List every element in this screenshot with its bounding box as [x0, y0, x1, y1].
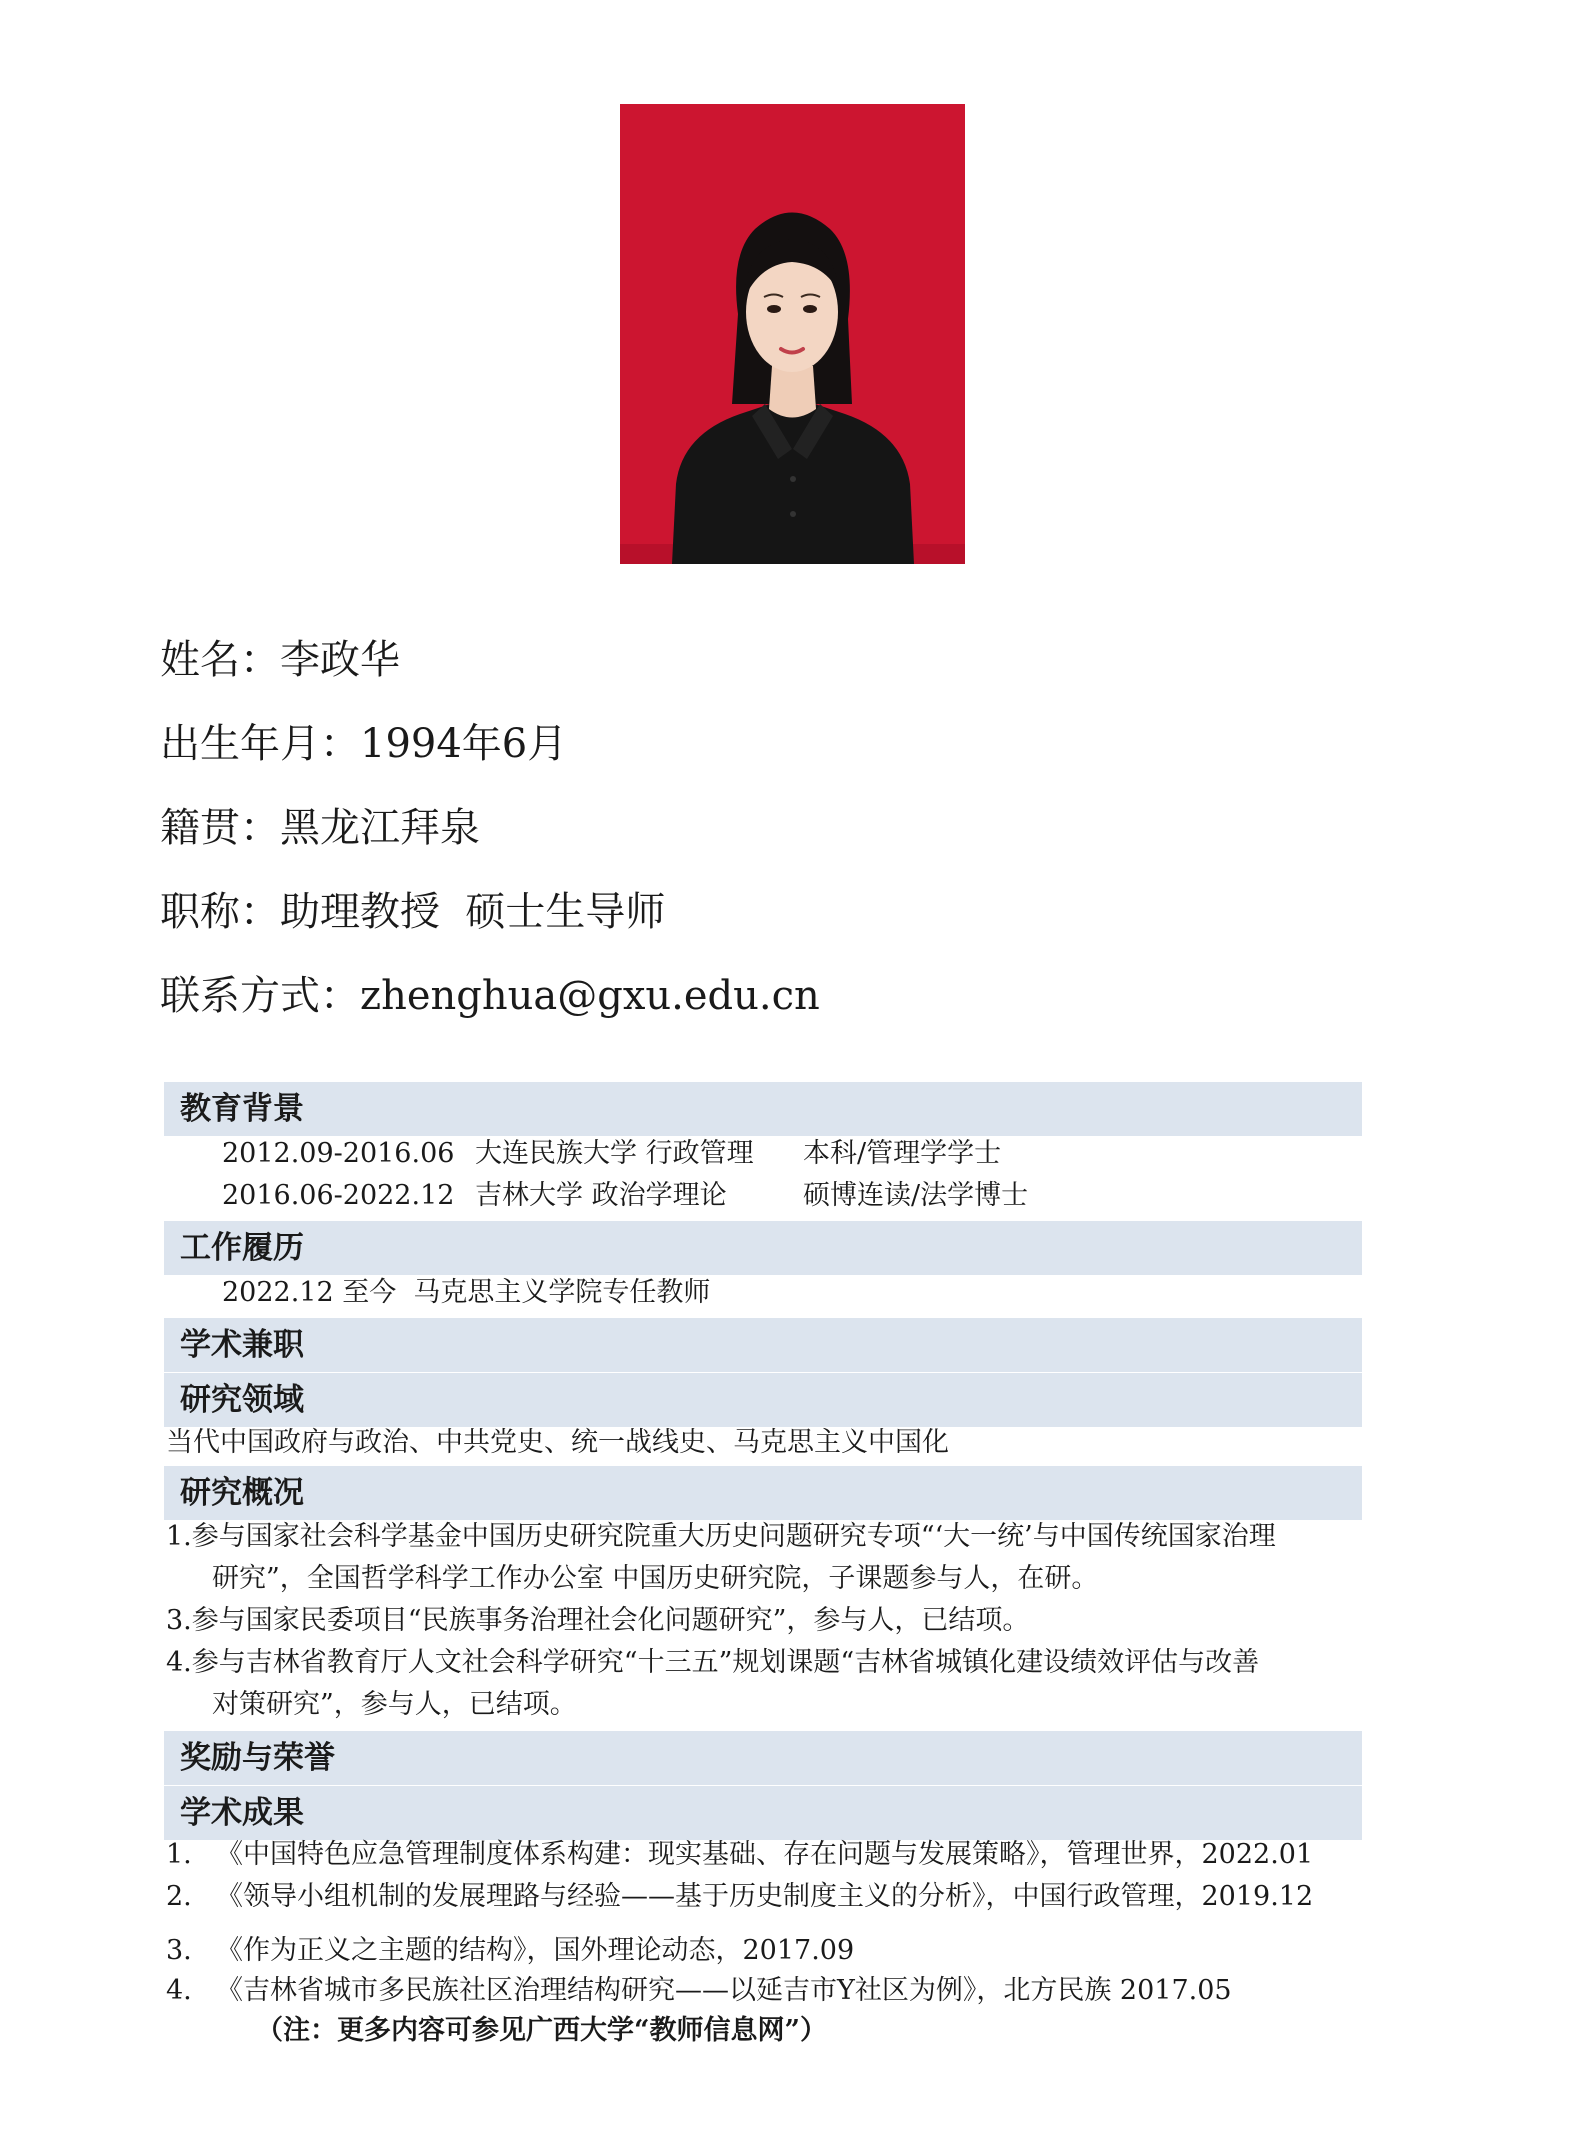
- contact-label: 联系方式：: [160, 973, 360, 1019]
- publication-text: 《领导小组机制的发展理路与经验——基于历史制度主义的分析》，中国行政管理，2019.12: [216, 1881, 1314, 1912]
- publication-text: 《中国特色应急管理制度体系构建：现实基础、存在问题与发展策略》，管理世界，2022.01: [216, 1839, 1314, 1870]
- publication-number: 1.: [166, 1839, 192, 1870]
- publication-item: [166, 1878, 1313, 1916]
- origin-line: [160, 804, 480, 852]
- overview-item-line: 4.参与吉林省教育厅人文社会科学研究“十三五”规划课题“吉林省城镇化建设绩效评估与改善: [166, 1647, 1260, 1678]
- education-row: [222, 1177, 727, 1215]
- work-item: 2022.12 至今 马克思主义学院专任教师: [222, 1277, 711, 1308]
- footer-note: （注：更多内容可参见广西大学“教师信息网”）: [256, 2015, 828, 2046]
- section-work: 工作履历: [164, 1221, 1362, 1275]
- section-research-overview: 研究概况: [164, 1466, 1362, 1520]
- education-period: 2016.06-2022.12: [222, 1180, 455, 1211]
- education-row: [222, 1135, 754, 1173]
- education-degree: 本科/管理学学士: [803, 1138, 1002, 1169]
- publication-number: 3.: [166, 1935, 192, 1966]
- section-academic-posts: 学术兼职: [164, 1318, 1362, 1372]
- origin-value: 黑龙江拜泉: [280, 805, 480, 851]
- publication-item: [166, 1972, 1232, 2010]
- section-awards: 奖励与荣誉: [164, 1731, 1362, 1785]
- birth-line: [160, 720, 567, 768]
- publication-text: 《吉林省城市多民族社区治理结构研究——以延吉市Y社区为例》，北方民族 2017.05: [216, 1975, 1232, 2006]
- overview-item-line: 1.参与国家社会科学基金中国历史研究院重大历史问题研究专项“‘大一统’与中国传统国家治理: [166, 1521, 1276, 1552]
- education-school: 大连民族大学 行政管理: [475, 1138, 754, 1169]
- publication-text: 《作为正义之主题的结构》，国外理论动态，2017.09: [216, 1935, 855, 1966]
- name-line: [160, 636, 400, 684]
- title-label: 职称：: [160, 889, 280, 935]
- overview-item-line: 对策研究”，参与人，已结项。: [212, 1689, 577, 1720]
- research-fields-text: 当代中国政府与政治、中共党史、统一战线史、马克思主义中国化: [166, 1427, 949, 1458]
- name-label: 姓名：: [160, 637, 280, 683]
- section-research-fields: 研究领域: [164, 1373, 1362, 1427]
- section-education: 教育背景: [164, 1082, 1362, 1136]
- publication-number: 2.: [166, 1881, 192, 1912]
- contact-line: [160, 972, 820, 1020]
- education-period: 2012.09-2016.06: [222, 1138, 455, 1169]
- publication-item: [166, 1932, 854, 1970]
- birth-value: 1994年6月: [360, 721, 568, 767]
- title-value: 助理教授 硕士生导师: [280, 889, 666, 935]
- education-degree: 硕博连读/法学博士: [803, 1180, 1029, 1211]
- contact-email[interactable]: zhenghua@gxu.edu.cn: [360, 973, 820, 1019]
- birth-label: 出生年月：: [160, 721, 360, 767]
- portrait-illustration: [620, 104, 965, 564]
- profile-photo: [620, 104, 965, 564]
- section-achievements: 学术成果: [164, 1786, 1362, 1840]
- education-school: 吉林大学 政治学理论: [475, 1180, 727, 1211]
- publication-number: 4.: [166, 1975, 192, 2006]
- name-value: 李政华: [280, 637, 400, 683]
- overview-item-line: 研究”，全国哲学科学工作办公室 中国历史研究院，子课题参与人，在研。: [212, 1563, 1099, 1594]
- overview-item-line: 3.参与国家民委项目“民族事务治理社会化问题研究”，参与人，已结项。: [166, 1605, 1030, 1636]
- title-line: [160, 888, 665, 936]
- publication-item: [166, 1836, 1313, 1874]
- origin-label: 籍贯：: [160, 805, 280, 851]
